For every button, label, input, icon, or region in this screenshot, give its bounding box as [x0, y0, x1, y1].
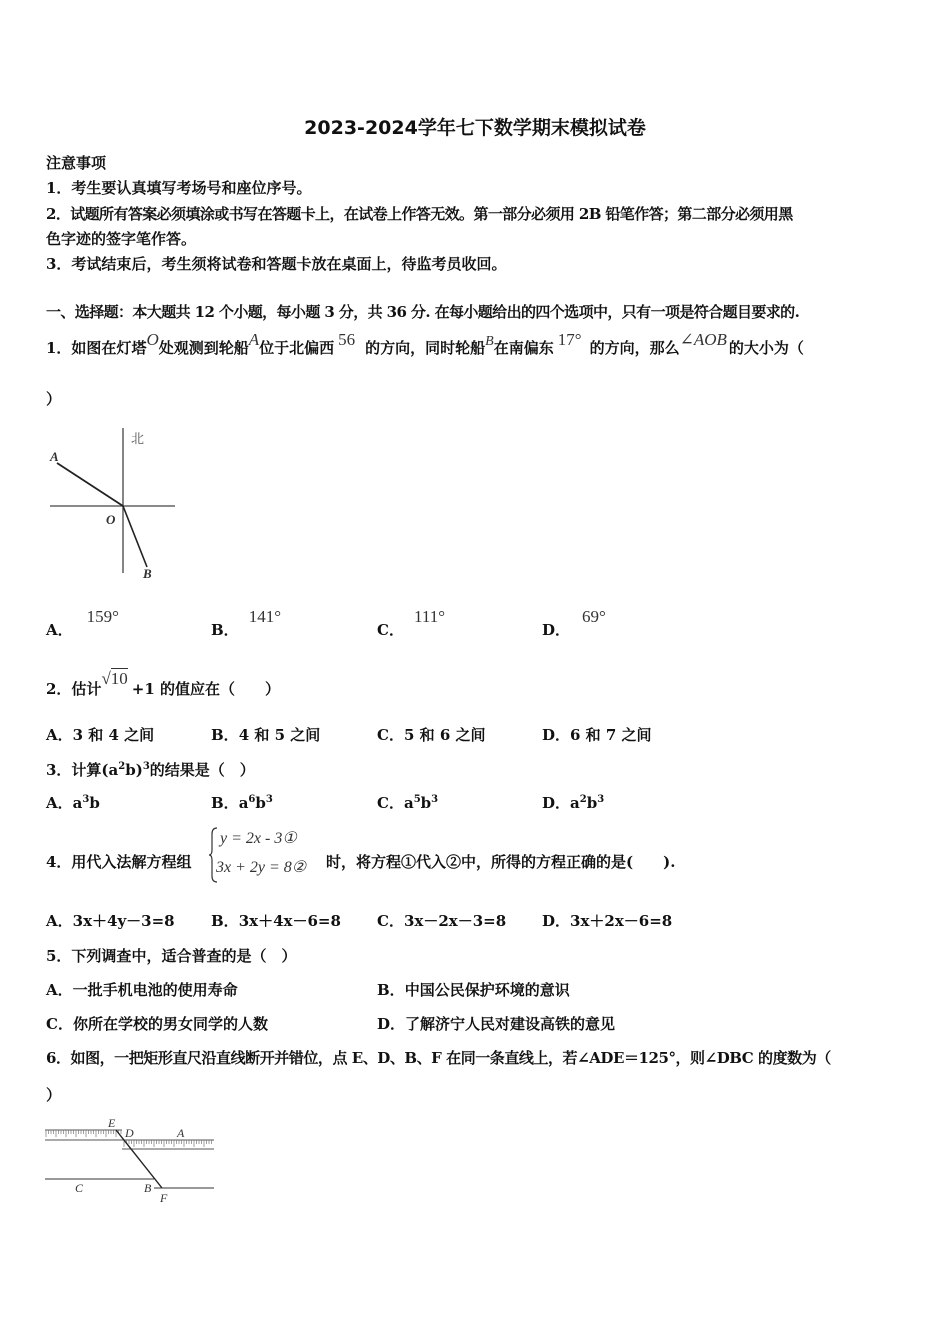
radicand: 10	[110, 669, 128, 688]
option-d[interactable]: D．6 和 7 之间	[542, 726, 652, 744]
option-d[interactable]: D．69°	[542, 607, 606, 639]
question-6-stem: 6．如图，一把矩形直尺沿直线断开并错位，点 E、D、B、F 在同一条直线上，若∠ADE＝125°，则∠DBC 的度数为（	[46, 1049, 831, 1067]
option-d[interactable]: D．了解济宁人民对建设高铁的意见	[377, 1015, 616, 1033]
option-b[interactable]: B．中国公民保护环境的意识	[377, 981, 570, 999]
notes-heading: 注意事项	[46, 154, 107, 172]
ray-ob	[123, 506, 147, 567]
point-b: B	[485, 334, 494, 349]
ruler-ticks-right	[124, 1140, 212, 1147]
label-o: O	[106, 512, 116, 527]
option-c[interactable]: C．3x－2x－3=8	[377, 912, 507, 930]
equation-system	[208, 826, 326, 884]
option-c[interactable]: C．你所在学校的男女同学的人数	[46, 1015, 268, 1033]
label-f: F	[160, 1191, 168, 1205]
option-a[interactable]: A．3 和 4 之间	[46, 726, 155, 744]
option-a[interactable]: A．$a^3b$	[46, 794, 100, 812]
angle-aob: ∠AOB	[679, 330, 727, 349]
point-a: A	[248, 330, 260, 349]
option-d[interactable]: D．3x＋2x－6=8	[542, 912, 673, 930]
question-1-options	[46, 606, 926, 638]
label-north: 北	[131, 431, 145, 446]
label-e: E	[108, 1116, 116, 1130]
option-b[interactable]: B．141°	[211, 607, 281, 639]
note-3: 3．考试结束后，考生须将试卷和答题卡放在桌面上，待监考员收回。	[46, 255, 507, 273]
question-3-options	[46, 792, 926, 814]
angle-17: 17°	[557, 330, 582, 349]
label-c: C	[75, 1181, 84, 1195]
option-b[interactable]: B．4 和 5 之间	[211, 726, 321, 744]
label-b: B	[144, 1181, 152, 1195]
angle-56: 56	[338, 330, 356, 349]
option-a[interactable]: A．159°	[46, 607, 119, 639]
section-heading: 一、选择题：本大题共 12 个小题，每小题 3 分，共 36 分. 在每小题给出的四个选项中，只有一项是符合题目要求的.	[46, 303, 800, 321]
question-6-figure	[42, 1112, 220, 1208]
option-a[interactable]: A．3x＋4y－3=8	[46, 912, 175, 930]
ray-oa	[57, 463, 123, 506]
label-b: B	[143, 566, 152, 581]
option-d[interactable]: D．$a^2b^3$	[542, 794, 605, 812]
option-c[interactable]: C．111°	[377, 607, 445, 639]
sqrt-symbol: √	[101, 669, 111, 688]
option-b[interactable]: B．$a^6b^3$	[211, 794, 273, 812]
equation-2: 3x + 2y = 8②	[216, 859, 307, 876]
question-1-stem: 1．如图在灯塔O处观测到轮船A位于北偏西 56 的方向，同时轮船B在南偏东 17° 的方向，那么∠AOB 的大小为（	[46, 330, 804, 357]
option-b[interactable]: B．3x＋4x－6=8	[211, 912, 341, 930]
question-4-options	[46, 910, 926, 932]
note-2: 2．试题所有答案必须填涂或书写在答题卡上，在试卷上作答无效。第一部分必须用 2B 铅笔作答；第二部分必须用黑	[46, 205, 793, 223]
label-d: D	[125, 1126, 134, 1140]
note-2-cont: 色字迹的签字笔作答。	[46, 230, 197, 248]
question-5-stem: 5．下列调查中，适合普查的是（ ）	[46, 947, 297, 965]
question-2-stem: 2．估计√10+1 的值应在（ ）	[46, 669, 281, 698]
note-1: 1．考生要认真填写考场号和座位序号。	[46, 179, 312, 197]
question-1-close: ）	[46, 390, 62, 408]
question-4-tail: 时，将方程①代入②中，所得的方程正确的是( ).	[326, 853, 676, 871]
option-a[interactable]: A．一批手机电池的使用寿命	[46, 981, 238, 999]
point-o: O	[146, 330, 159, 349]
option-c[interactable]: C．5 和 6 之间	[377, 726, 486, 744]
question-4-lead: 4．用代入法解方程组	[46, 853, 192, 871]
question-3-stem: 3．计算$(a^2b)^3$的结果是（ ）	[46, 761, 255, 779]
label-a: A	[50, 449, 59, 464]
label-a: A	[177, 1126, 185, 1140]
question-6-close: ）	[46, 1086, 62, 1104]
equation-1: y = 2x - 3①	[220, 830, 297, 847]
option-c[interactable]: C．$a^5b^3$	[377, 794, 439, 812]
question-2-options	[46, 724, 926, 746]
page-title: 2023-2024学年七下数学期末模拟试卷	[304, 117, 646, 139]
ruler-ticks-left	[46, 1130, 121, 1137]
question-1-figure	[45, 425, 180, 585]
